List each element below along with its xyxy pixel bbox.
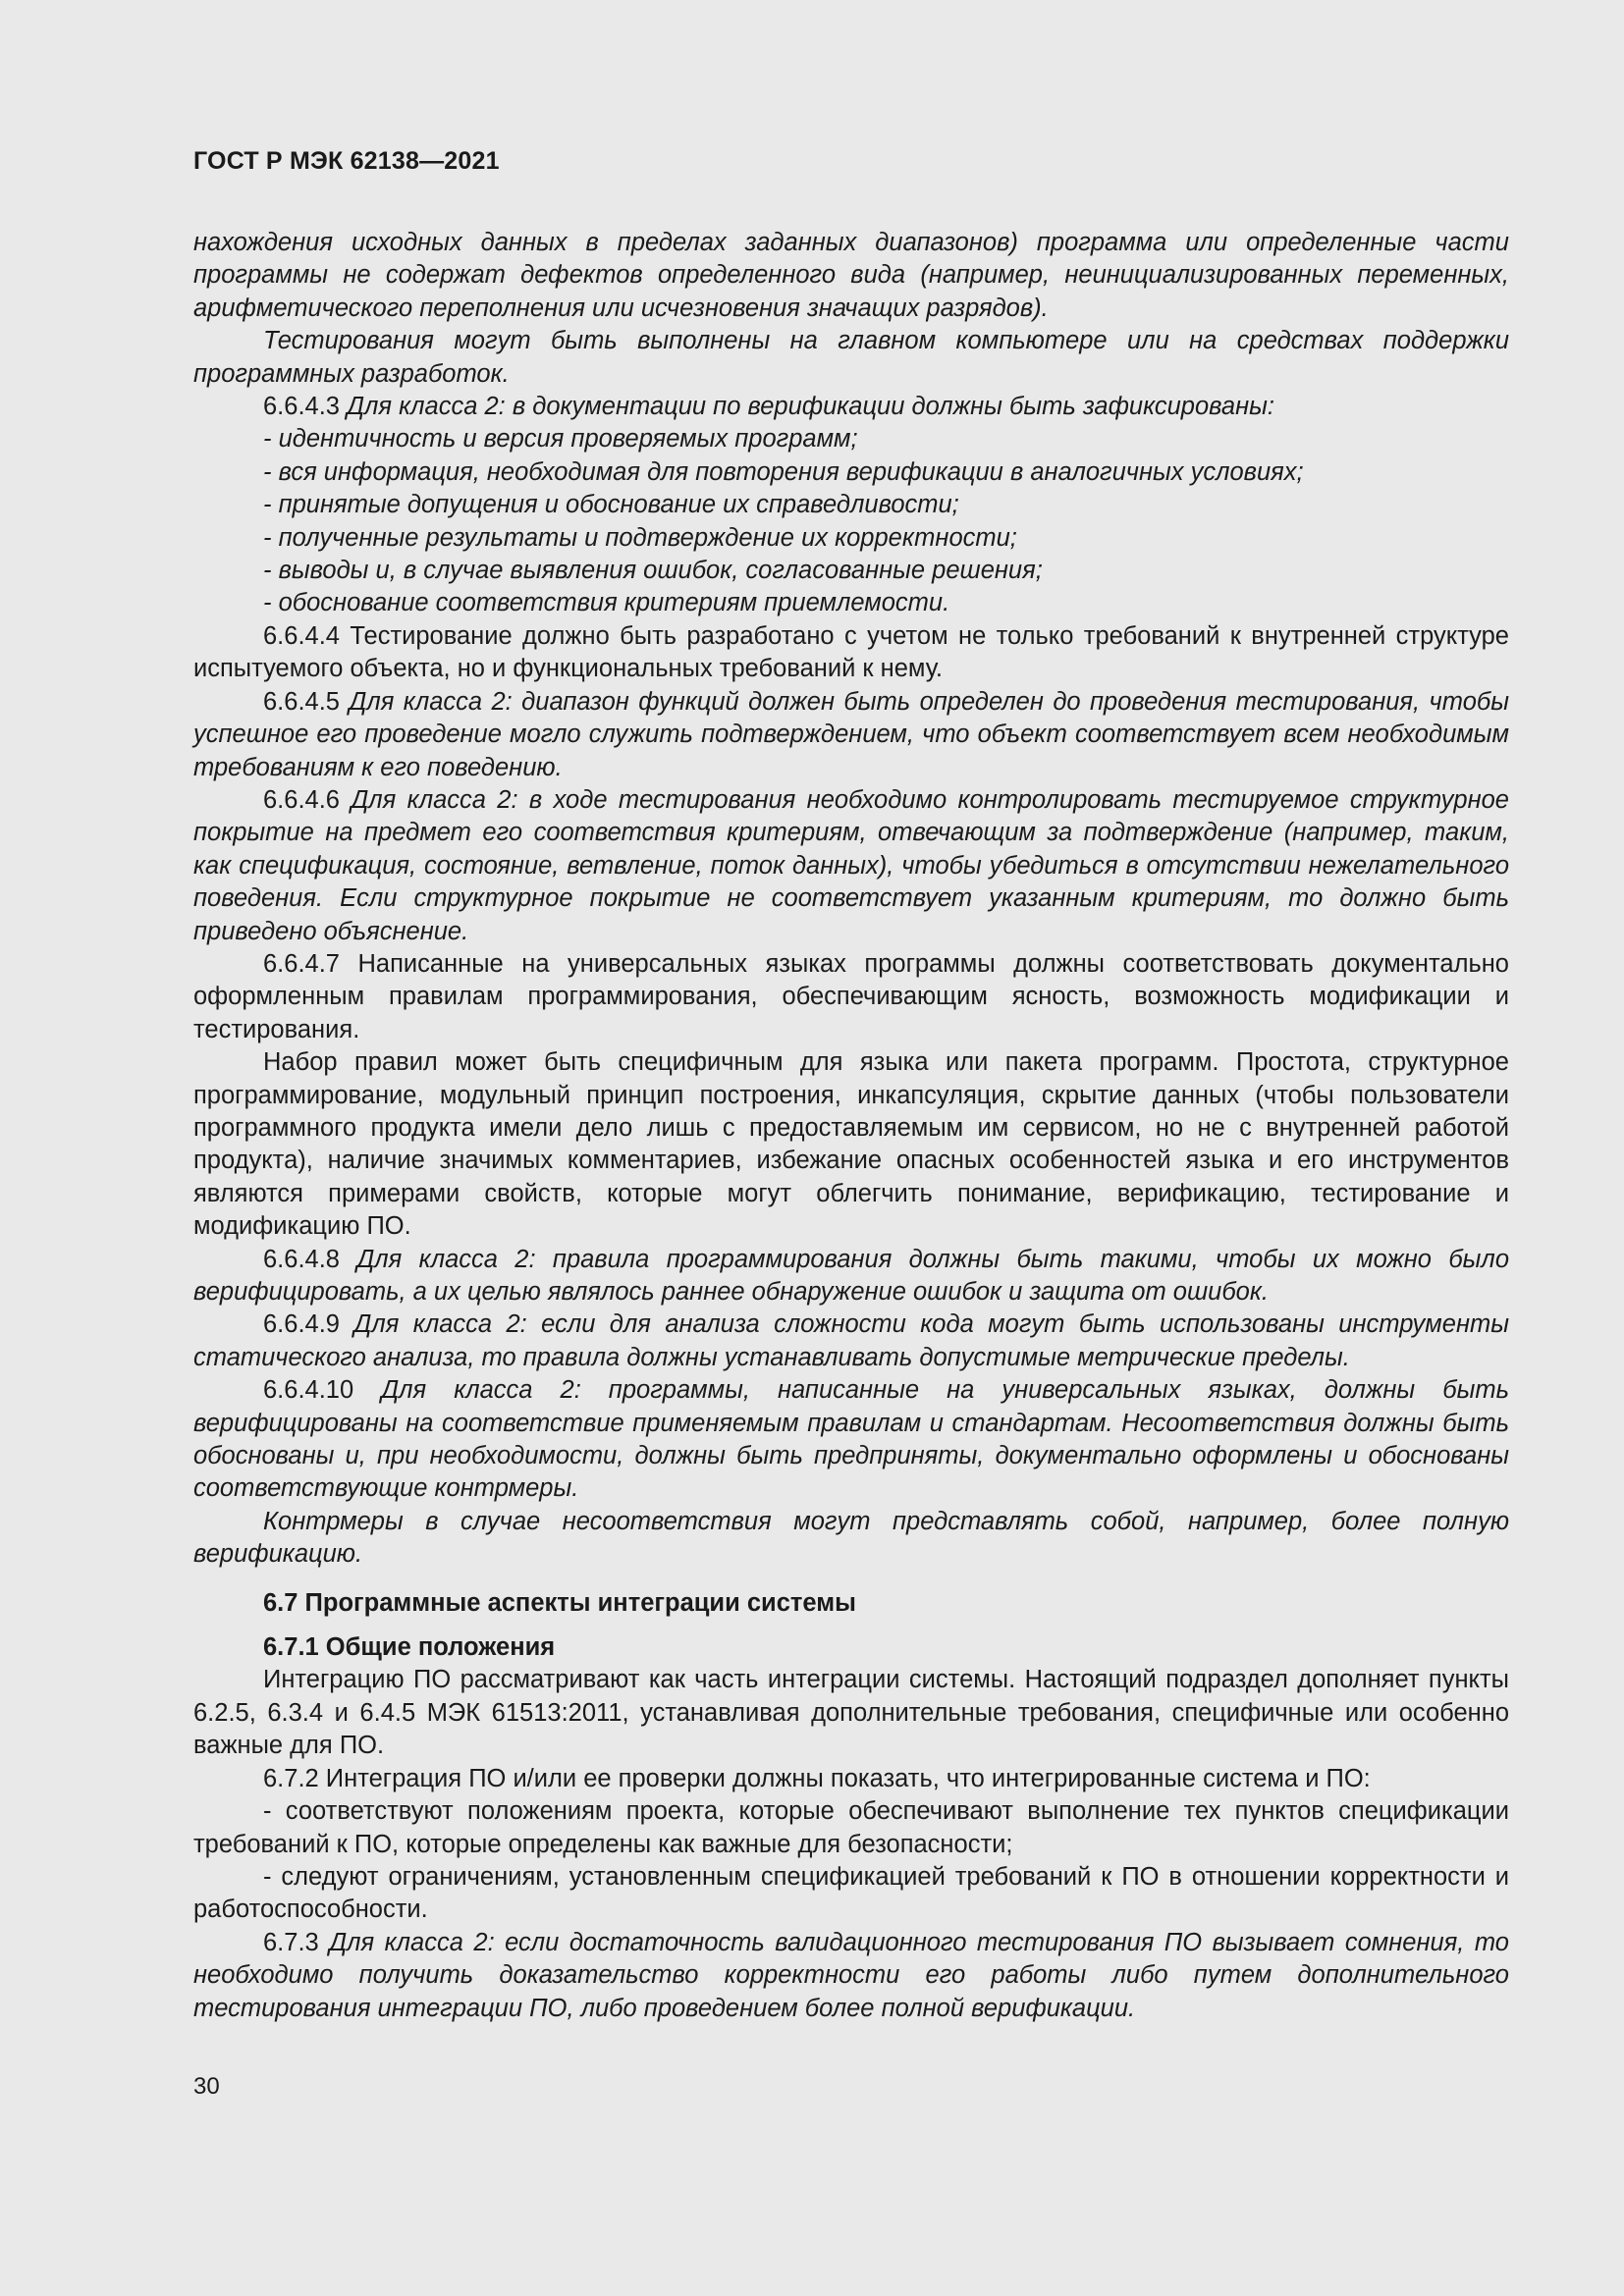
clause-6-6-4-9 bbox=[193, 1308, 1509, 1374]
clause-6-7-3 bbox=[193, 1927, 1509, 2025]
list-item: - вся информация, необходимая для повторения верификации в аналогичных условиях; bbox=[263, 457, 1304, 486]
list-item: - идентичность и версия проверяемых программ; bbox=[263, 425, 858, 454]
clause-text: Для класса 2: если достаточность валидационного тестирования ПО вызывает сомнения, то необходимо получить доказательство корректности его работы либо путем дополнительного тестирования интеграции ПО, либо проведением более полной верификации. bbox=[193, 1928, 1509, 2022]
list-item: - обоснование соответствия критериям приемлемости. bbox=[263, 589, 950, 617]
clause-text: Для класса 2: правила программирования должны быть такими, чтобы их можно было верифицировать, а их целью являлось раннее обнаружение ошибок и защита от ошибок. bbox=[193, 1245, 1509, 1306]
clause-number: 6.6.4.5 bbox=[263, 687, 340, 716]
clause-number: 6.6.4.3 bbox=[263, 393, 340, 421]
clause-number: 6.6.4.8 bbox=[263, 1245, 340, 1273]
paragraph: Интеграцию ПО рассматривают как часть интеграции системы. Настоящий подраздел дополняет пункты 6.2.5, 6.3.4 и 6.4.5 МЭК 61513:2011, устанавливая дополнительные требования, специфичные или особенно важные для ПО. bbox=[193, 1666, 1509, 1760]
paragraph: Контрмеры в случае несоответствия могут представлять собой, например, более полную верификацию. bbox=[193, 1507, 1509, 1569]
section-heading: 6.7 Программные аспекты интеграции системы bbox=[263, 1588, 856, 1617]
clause-6-6-4-8 bbox=[193, 1244, 1509, 1309]
clause-text: Для класса 2: диапазон функций должен быть определен до проведения тестирования, чтобы успешное его проведение могло служить подтверждением, что объект соответствует всем необходимым требованиям к его поведению. bbox=[193, 687, 1509, 781]
list-item: - принятые допущения и обоснование их справедливости; bbox=[263, 491, 959, 519]
list-item: - выводы и, в случае выявления ошибок, согласованные решения; bbox=[263, 557, 1043, 585]
clause-text: Для класса 2: в документации по верификации должны быть зафиксированы: bbox=[347, 393, 1274, 421]
list-item: - полученные результаты и подтверждение их корректности; bbox=[263, 523, 1017, 552]
paragraph: Тестирования могут быть выполнены на главном компьютере или на средствах поддержки программных разработок. bbox=[193, 327, 1509, 388]
paragraph: нахождения исходных данных в пределах заданных диапазонов) программа или определенные части программы не содержат дефектов определенного вида (например, неинициализированных переменных, арифметического переполнения или исчезновения значащих разрядов). bbox=[193, 229, 1509, 322]
clause-text: Для класса 2: программы, написанные на универсальных языках, должны быть верифицированы на соответствие применяемым правилам и стандартам. Несоответствия должны быть обоснованы и, при необходимости, должны быть предприняты, документально оформлены и обоснованы соответствующие контрмеры. bbox=[193, 1376, 1509, 1503]
clause-6-6-4-3 bbox=[193, 391, 1509, 423]
list-item: - следуют ограничениям, установленным спецификацией требований к ПО в отношении корректности и работоспособности. bbox=[193, 1862, 1509, 1924]
paragraph: Набор правил может быть специфичным для языка или пакета программ. Простота, структурное программирование, модульный принцип построения, инкапсуляция, скрытие данных (чтобы пользователи программного продукта имели дело лишь с предоставляемым им сервисом, но не с внутренней работой продукта), наличие значимых комментариев, избежание опасных особенностей языка и его инструментов являются примерами свойств, которые могут облегчить понимание, верификацию, тестирование и модификацию ПО. bbox=[193, 1048, 1509, 1241]
clause-number: 6.6.4.6 bbox=[263, 785, 340, 814]
page-number: 30 bbox=[193, 2073, 220, 2100]
document-header: ГОСТ Р МЭК 62138—2021 bbox=[193, 147, 500, 175]
clause-number: 6.6.4.9 bbox=[263, 1310, 340, 1339]
clause-6-6-4-4: 6.6.4.4 Тестирование должно быть разработано с учетом не только требований к внутренней структуре испытуемого объекта, но и функциональных требований к нему. bbox=[193, 621, 1509, 683]
clause-6-7-2: 6.7.2 Интеграция ПО и/или ее проверки должны показать, что интегрированные система и ПО: bbox=[263, 1764, 1371, 1792]
subsection-heading: 6.7.1 Общие положения bbox=[263, 1633, 556, 1662]
clause-6-6-4-6 bbox=[193, 784, 1509, 948]
clause-text: Для класса 2: в ходе тестирования необходимо контролировать тестируемое структурное покрытие на предмет его соответствия критериям, отвечающим за подтверждение (например, таким, как спецификация, состояние, ветвление, поток данных), чтобы убедиться в отсутствии нежелательного поведения. Если структурное покрытие не соответствует указанным критериям, то должно быть приведено объяснение. bbox=[193, 785, 1509, 945]
clause-number: 6.6.4.10 bbox=[263, 1376, 354, 1405]
clause-6-6-4-7: 6.6.4.7 Написанные на универсальных языках программы должны соответствовать документально оформленным правилам программирования, обеспечивающим ясность, возможность модификации и тестирования. bbox=[193, 949, 1509, 1043]
clause-number: 6.7.3 bbox=[263, 1928, 319, 1956]
document-body bbox=[193, 227, 1509, 2025]
clause-6-6-4-10 bbox=[193, 1374, 1509, 1506]
clause-6-6-4-5 bbox=[193, 686, 1509, 784]
list-item: - соответствуют положениям проекта, которые обеспечивают выполнение тех пунктов спецификации требований к ПО, которые определены как важные для безопасности; bbox=[193, 1797, 1509, 1858]
clause-text: Для класса 2: если для анализа сложности кода могут быть использованы инструменты статического анализа, то правила должны устанавливать допустимые метрические пределы. bbox=[193, 1310, 1509, 1371]
